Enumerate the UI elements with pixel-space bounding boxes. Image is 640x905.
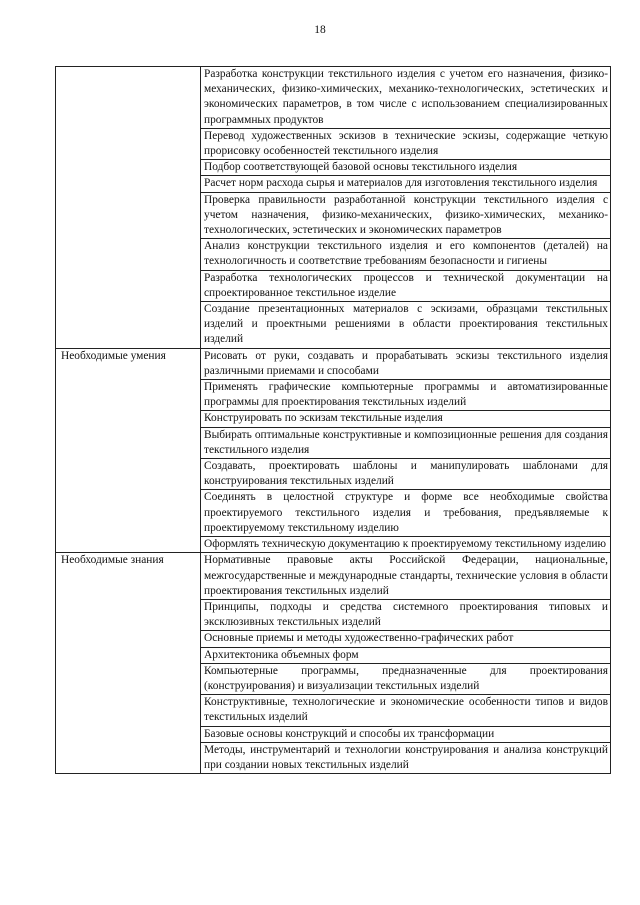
table-row — [56, 192, 611, 239]
group-label-continuation — [56, 160, 201, 176]
item-text: Соединять в целостной структуре и форме все необходимые свойства проектируемого текстильного изделия и требования, предъявляемые к проектируемому текстильному изделию — [201, 490, 611, 537]
table-row — [56, 695, 611, 726]
item-text: Методы, инструментарий и технологии конструирования и анализа конструкций при создании новых текстильных изделий — [201, 742, 611, 773]
item-text: Создавать, проектировать шаблоны и манипулировать шаблонами для конструирования текстильных изделий — [201, 459, 611, 490]
group-label: Необходимые знания — [56, 553, 201, 600]
item-text: Конструировать по эскизам текстильные изделия — [201, 411, 611, 427]
table-row — [56, 411, 611, 427]
item-text: Рисовать от руки, создавать и прорабатывать эскизы текстильного изделия различными приемами и способами — [201, 348, 611, 379]
group-label-continuation — [56, 631, 201, 647]
table-row — [56, 553, 611, 600]
group-label-continuation — [56, 128, 201, 159]
table-row — [56, 599, 611, 630]
item-text: Выбирать оптимальные конструктивные и композиционные решения для создания текстильного изделия — [201, 427, 611, 458]
table-row — [56, 742, 611, 773]
group-label-continuation — [56, 663, 201, 694]
table-row — [56, 726, 611, 742]
group-label-continuation — [56, 599, 201, 630]
table-row — [56, 270, 611, 301]
table-row — [56, 631, 611, 647]
item-text: Принципы, подходы и средства системного проектирования типовых и эксклюзивных текстильных изделий — [201, 599, 611, 630]
item-text: Компьютерные программы, предназначенные для проектирования (конструирования) и визуализации текстильных изделий — [201, 663, 611, 694]
group-label-continuation — [56, 427, 201, 458]
table-row — [56, 647, 611, 663]
group-label-continuation — [56, 647, 201, 663]
item-text: Архитектоника объемных форм — [201, 647, 611, 663]
page-number: 18 — [314, 24, 326, 36]
table-row — [56, 128, 611, 159]
item-text: Создание презентационных материалов с эскизами, образцами текстильных изделий и проектными решениями в области проектирования текстильных изделий — [201, 302, 611, 349]
group-label-continuation — [56, 176, 201, 192]
table-row — [56, 427, 611, 458]
table-row — [56, 380, 611, 411]
group-label-continuation — [56, 270, 201, 301]
group-label-continuation — [56, 459, 201, 490]
table-body — [56, 67, 611, 774]
group-label-continuation — [56, 192, 201, 239]
table-row — [56, 239, 611, 270]
group-label: Необходимые умения — [56, 348, 201, 379]
table-row — [56, 490, 611, 537]
table-row — [56, 160, 611, 176]
item-text: Основные приемы и методы художественно-графических работ — [201, 631, 611, 647]
group-label-continuation — [56, 742, 201, 773]
group-label-continuation — [56, 380, 201, 411]
group-label-continuation — [56, 537, 201, 553]
group-label-continuation — [56, 239, 201, 270]
item-text: Проверка правильности разработанной конструкции текстильного изделия с учетом назначения, физико-механических, физико-химических, механико-технологических, эстетических и экономических параметров — [201, 192, 611, 239]
item-text: Конструктивные, технологические и экономические особенности типов и видов текстильных изделий — [201, 695, 611, 726]
group-label-continuation — [56, 302, 201, 349]
table-row — [56, 348, 611, 379]
table-row — [56, 176, 611, 192]
item-text: Разработка технологических процессов и технической документации на спроектированное текстильное изделие — [201, 270, 611, 301]
table-row — [56, 537, 611, 553]
group-label — [56, 67, 201, 129]
item-text: Подбор соответствующей базовой основы текстильного изделия — [201, 160, 611, 176]
item-text: Применять графические компьютерные программы и автоматизированные программы для проектирования текстильных изделий — [201, 380, 611, 411]
table-row — [56, 302, 611, 349]
group-label-continuation — [56, 726, 201, 742]
group-label-continuation — [56, 695, 201, 726]
group-label-continuation — [56, 411, 201, 427]
item-text: Оформлять техническую документацию к проектируемому текстильному изделию — [201, 537, 611, 553]
competency-table — [55, 66, 611, 774]
item-text: Базовые основы конструкций и способы их трансформации — [201, 726, 611, 742]
item-text: Анализ конструкции текстильного изделия и его компонентов (деталей) на технологичность и соответствие требованиям безопасности и гигиены — [201, 239, 611, 270]
group-label-continuation — [56, 490, 201, 537]
item-text: Перевод художественных эскизов в технические эскизы, содержащие четкую прорисовку особенностей текстильного изделия — [201, 128, 611, 159]
table-row — [56, 67, 611, 129]
item-text: Расчет норм расхода сырья и материалов для изготовления текстильного изделия — [201, 176, 611, 192]
table-row — [56, 459, 611, 490]
table-row — [56, 663, 611, 694]
item-text: Нормативные правовые акты Российской Федерации, национальные, межгосударственные и международные стандарты, технические условия в области проектирования текстильных изделий — [201, 553, 611, 600]
item-text: Разработка конструкции текстильного изделия с учетом его назначения, физико-механических, физико-химических, механико-технологических, эстетических и экономических параметров, в том числе с использованием специализированных программных продуктов — [201, 67, 611, 129]
